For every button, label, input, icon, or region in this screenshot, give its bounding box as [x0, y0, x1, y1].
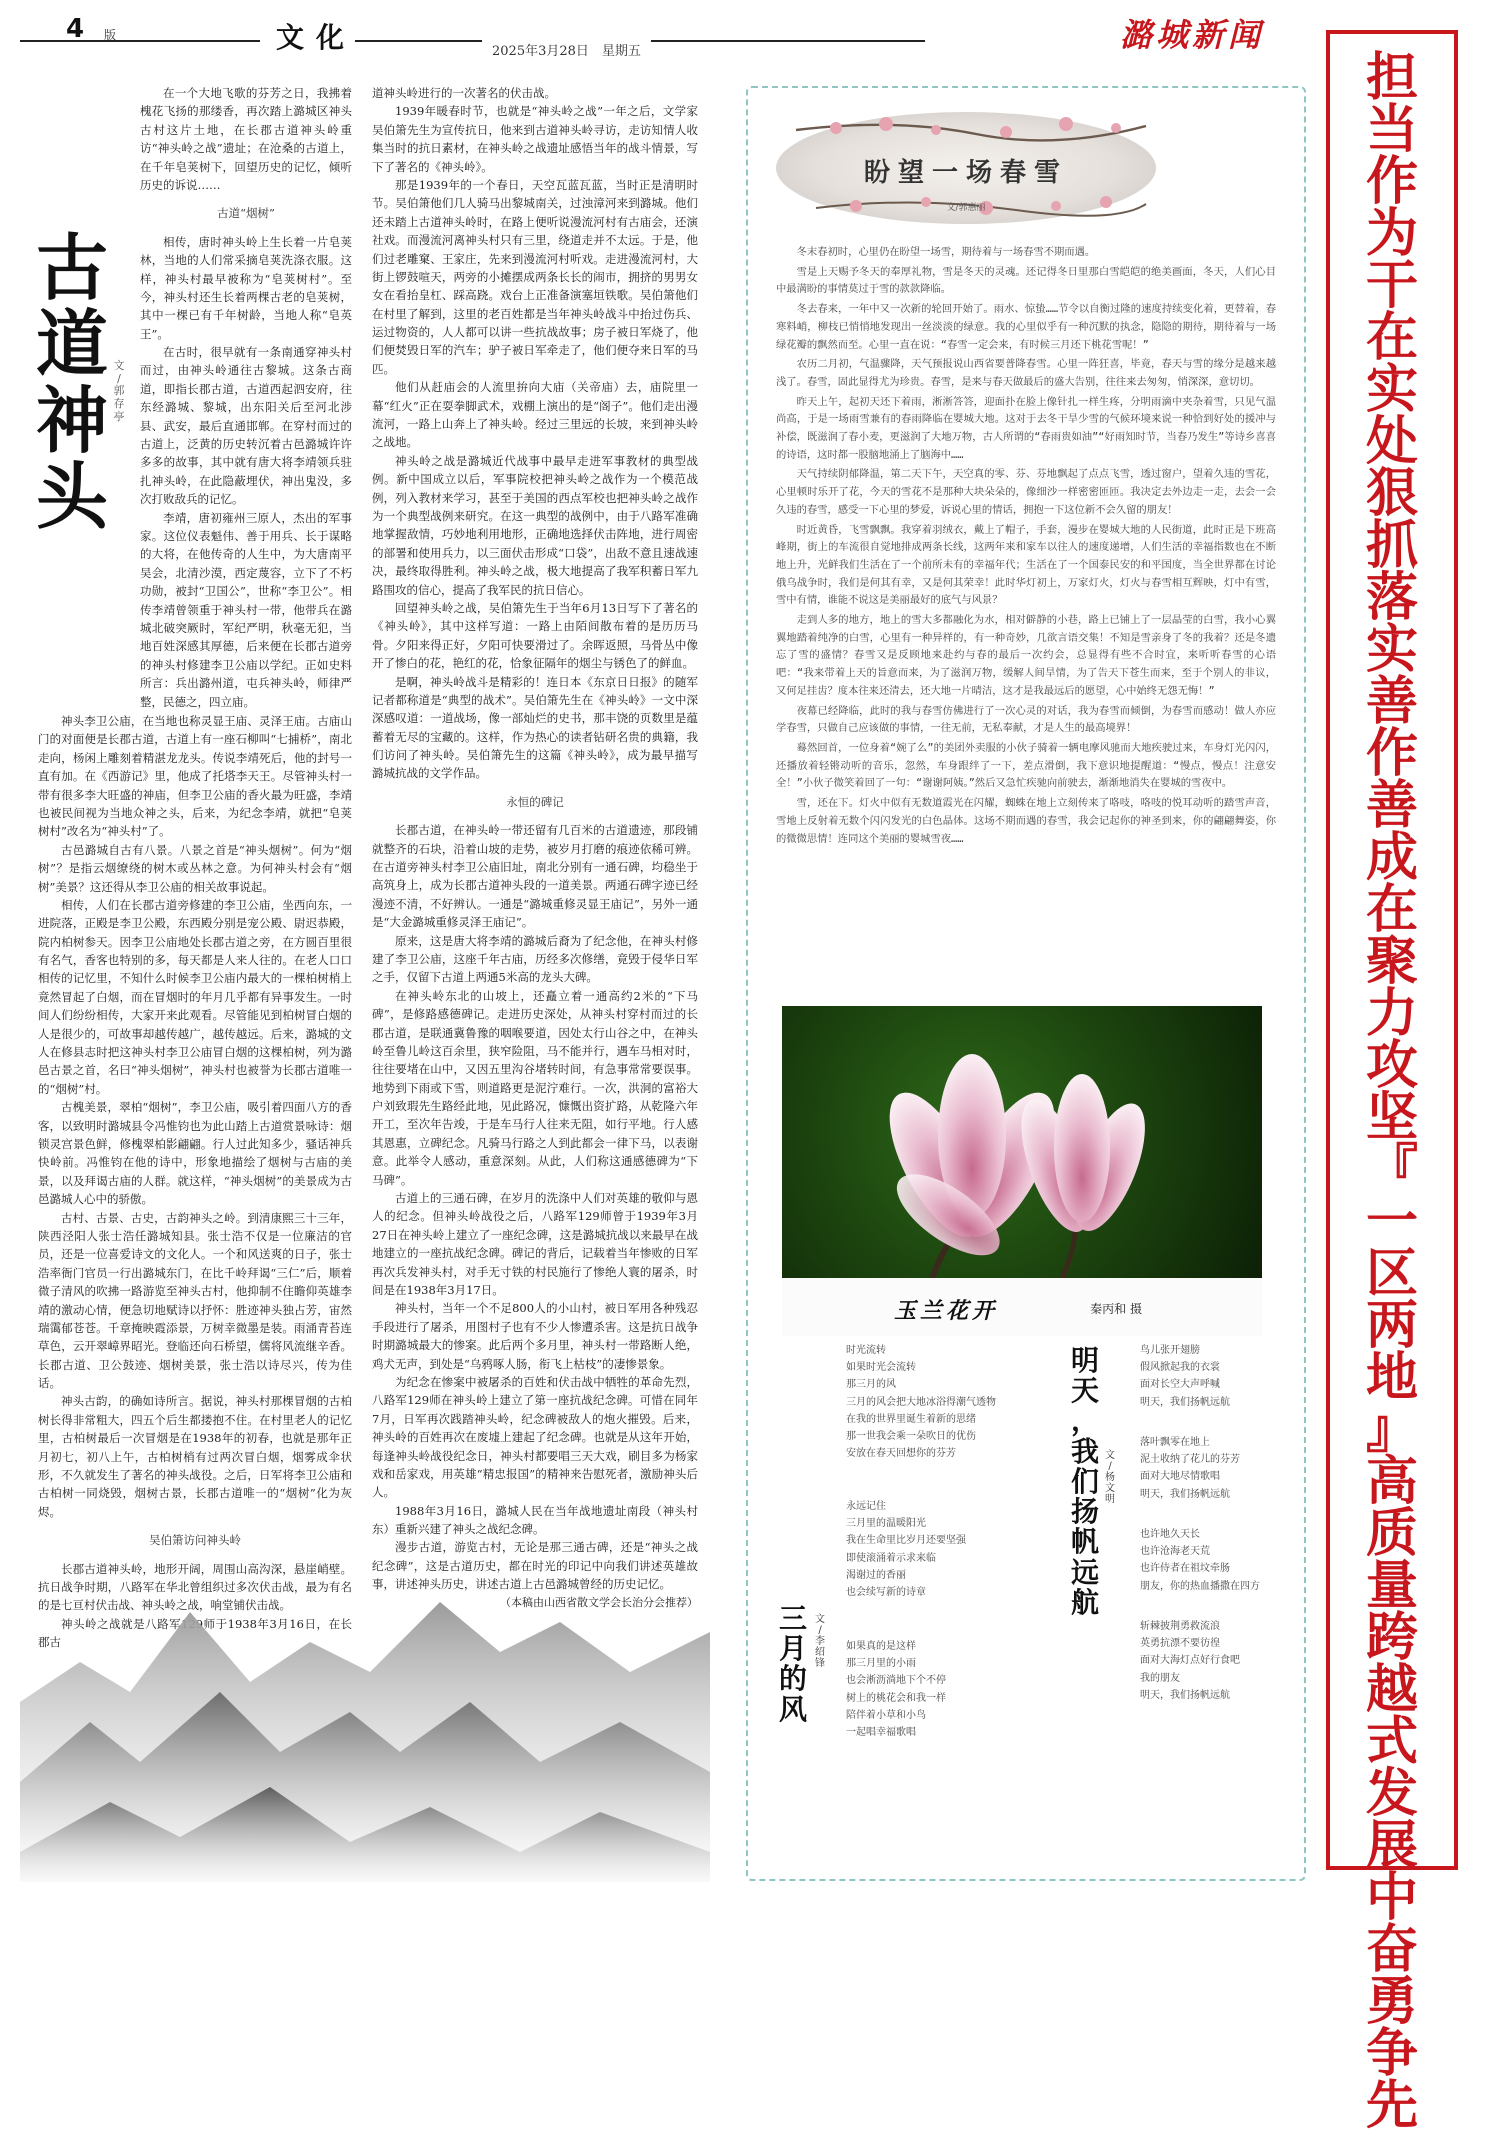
page-number: 4: [66, 14, 85, 44]
slogan-char: 在: [1365, 308, 1418, 368]
poem-2-title-char: 航: [1070, 1585, 1099, 1619]
poem-line: 也会淅沥淌地下个不停: [846, 1675, 946, 1687]
article-intro: 在一个大地飞歌的芬芳之日，我拂着槐花飞扬的那缕香，再次踏上潞城区神头古村这片土地，在长郡古道神头岭重访“神头岭之战”遗址；在沧桑的古道上，在千年皂荚树下，回望历史的记忆，倾听历史的诉说……: [140, 86, 352, 192]
slogan-char: 中: [1365, 1868, 1418, 1928]
slogan-char: 善: [1365, 776, 1418, 836]
article-subheading-2: 吴伯箫访问神头岭: [149, 1533, 241, 1548]
article-paragraph: 长郡古道神头岭，地形开阔，周围山高沟深，悬崖峭壁。抗日战争时期，八路军在华北曾组织过多次伏击战，最为有名的是七亘村伏击战、神头岭之战，响堂铺伏击战。: [38, 1561, 352, 1613]
essay-paragraph: 蓦然回首，一位身着“婉了么”的美团外卖服的小伙子骑着一辆电摩风驰而大地疾驶过来，车身灯光闪闪，还播放着轻锵动听的音乐，忽然，车身跟绊了一下，差点滑倒，我下意识地提醒道：“慢点，慢点！注意安全！”小伙子微笑着回了一句：“谢谢阿姨。”然后又急忙疾驰向前驶去，渐渐地消失在婴城的雪夜中。: [776, 741, 1276, 790]
essay-paragraph: 冬去春来，一年中又一次新的轮回开始了。雨水、惊蛰……节令以自衡过隆的速度持续变化着，更替着，春寒料峭，柳枝已悄悄地发现出一丝淡淡的绿意。我的心里似乎有一种沉默的执念，隐隐的期待，期待着与一场绿花瓣的飘然而至。心里一直在说：“春雪一定会来，有时候三月还下桃花雪呢！”: [776, 303, 1276, 351]
slogan-char: 质: [1365, 1504, 1418, 1564]
essay-paragraph: 夜幕已经降临，此时的我与春雪仿佛进行了一次心灵的对话，我为春雪而倾倒，为春雪而感动！做人亦应学春雪，只做自己应该做的事情，一往无前，无私奉献，才是人生的最高境界！: [776, 704, 1276, 735]
slogan-char: 『: [1365, 1140, 1418, 1200]
poem-line: 永远记住: [846, 1501, 886, 1512]
poem-line: 那三月里的小雨: [846, 1658, 916, 1670]
essay-paragraph: 天气持续阴郁降温，第二天下午，天空真的零、芬、芬地飘起了点点飞雪，透过窗户，望着久违的雪花，心里顿时乐开了花，今天的雪花不是那种大块朵朵的，像细沙一样密密匝匝。我决定去外边走一走，去会一会久违的春雪，感受一下心里的梦爱，诉说心里的情话，拥抱一下这位新不会久留的朋友！: [776, 468, 1276, 516]
article-column-1-lower: [38, 712, 352, 1652]
slogan-char: 狠: [1365, 464, 1418, 524]
article-paragraph: 神头岭之战就是八路军129师于1938年3月16日，在长郡古: [38, 1616, 352, 1650]
poem-line: 泥土收纳了花儿的芬芳: [1140, 1454, 1240, 1466]
poem-1-byline-char: 绍: [815, 1647, 825, 1658]
poem-2-byline-char: 明: [1105, 1494, 1115, 1505]
poem-line: 一起唱幸福歌唱: [846, 1726, 916, 1738]
article-paragraph: 在古时，很早就有一条南通穿神头村而过，由神头岭通往古黎城。这条古商道，即指长郡古道，古道西起泗安府，往东经潞城、黎城，出东阳关后至河北涉县、武安，最后直通邯郸。在穿村而过的古道上，泛黄的历史转沉着古邑潞城许许多多的故事，其中就有唐大将李靖领兵驻扎神头岭，在此隐蔽埋伏，神出鬼没，多次打败敌兵的记忆。: [140, 345, 352, 507]
article-title-char: 头: [36, 453, 109, 539]
article-paragraph: 他们从赶庙会的人流里拚向大庙（关帝庙）去，庙院里一幕“红火”正在耍拳脚武术，戏棚上演出的是“阁子”。他们走出漫流河，一路上山奔上了神头岭。经过三里远的长坡，来到神头岭之战地。: [372, 380, 698, 450]
essay-paragraph: 雪是上天赐予冬天的奉厚礼物，雪是冬天的灵魂。还记得冬日里那白雪皑皑的绝美画面，冬天，人们心目中最满盼的事情莫过于雪的款款降临。: [776, 265, 1276, 296]
poem-1-title: [776, 1604, 810, 1725]
poem-2-title-char: 远: [1070, 1555, 1099, 1589]
masthead-logo: 潞城新闻: [1120, 16, 1265, 54]
poem-2-byline-char: 文: [1105, 1483, 1115, 1494]
slogan-char: 地: [1365, 1348, 1418, 1408]
slogan-char: 奋: [1365, 1920, 1418, 1980]
article-paragraph: 1939年暖春时节，也就是“神头岭之战”一年之后，文学家吴伯箫先生为宣传抗日，他来到古道神头岭寻访，走访知情人收集当时的抗日素材，在神头岭之战遗址感悟当年的战斗情景，写下了著名的《神头岭》。: [372, 104, 698, 174]
article-paragraph: 在神头岭东北的山坡上，还矗立着一通高约2米的“下马碑”，是修路感德碑记。走进历史深处，从神头村穿村而过的长郡古道，是联通冀鲁豫的咽喉要道，因处太行山谷之中，在神头岭至鲁儿岭这百余里，狭窄险阻，马不能并行，遇车马相对时，往往要堵在山中，又因五里沟谷堵转时间，有急事常常要误事。地势到下雨或下雪，则道路更是泥泞难行。一次，洪洞的富裕大户刘致瑕先生路经此地，见此路况，慷慨出资扩路，从乾隆六年开工，至次年告竣，于是车马行人往来无阻，如行平地。行人感其恩惠，立碑纪念。凡骑马行路之人到此都会一律下马，以表谢意。此举令人感动，重意深刻。从此，人们称这通感德碑为“下马碑”。: [372, 988, 698, 1187]
poem-1-byline-char: /: [818, 1625, 822, 1636]
article-paragraph: 神头李卫公庙，在当地也称灵显王庙、灵泽王庙。古庙山门的对面便是长郡古道，古道上有一座石柳叫“七捕桥”，南北走向，杨闲上雕刻着精湛龙龙头。传说李靖死后，他的封号一直有加。在《西游记》里，他成了托塔李天王。尽管神头村一带有很多李大旺盛的神庙，但李卫公庙的香火最为旺盛，李靖也被民间视为当地众神之头，后来，为纪念李靖，就把“皂荚树村”改名为“神头村”了。: [38, 714, 352, 839]
poem-line: 三月里的温暖阳光: [846, 1518, 926, 1530]
essay-paragraph: 时近黄昏，飞雪飘飘。我穿着羽绒衣，戴上了帽子，手套，漫步在婴城大地的人民街道，此时正是下班高峰期，街上的车流很自觉地排成两条长线，这两年来和家车以往人的速度递增，人们生活的幸福指数也在不断地上升，光鲜我们生活在了一个前所未有的幸福年代；生活在了一个国泰民安的和平国度，当全世界都在讨论俄乌战争时，我们是何其有幸，又是何其荣幸！此时华灯初上，万家灯火，灯火与春雪相互辉映，灯中有雪，雪中有情，谁能不说这是美丽最好的底气与风景？: [776, 523, 1276, 607]
poem-line: 时光流转: [846, 1345, 886, 1356]
slogan-char: 干: [1365, 256, 1418, 316]
poem-2-title-char: 我: [1070, 1434, 1099, 1468]
article-paragraph: 原来，这是唐大将李靖的潞城后裔为了纪念他，在神头村修建了李卫公庙，这座千年古庙，历经多次修缮，竟毁于侵华日军之手，仅留下古道上两通5米高的龙头大碑。: [372, 933, 698, 985]
poem-line: 如果时光会流转: [846, 1362, 916, 1374]
article-byline-char: /: [117, 371, 121, 385]
poem-2-stanza: [1140, 1342, 1230, 1411]
slogan-char: 力: [1365, 984, 1418, 1044]
article-byline-char: 亭: [113, 409, 125, 423]
poem-line: 渴谢过的香丽: [846, 1569, 906, 1581]
poem-line: 假风掀起我的衣裳: [1140, 1362, 1220, 1374]
slogan-char: 先: [1365, 2076, 1418, 2136]
page-number-suffix: 版: [104, 28, 117, 42]
poem-2-stanza: [1140, 1526, 1260, 1595]
poem-1-title-char: 三: [778, 1602, 807, 1635]
poem-line: 面对大海灯点好行食吧: [1140, 1655, 1240, 1667]
header-rule-left: [20, 40, 260, 42]
article-paragraph: 神头村，当年一个不足800人的小山村，被日军用各种残忍手段进行了屠杀，用图村子也有不少人惨遭杀害。这是抗日战争时期潞城最大的惨案。此后两个多月里，神头村一带路断人绝，鸡犬无声，到处是“乌鸦啄人肠，衔飞上枯枝”的凄惨景象。: [372, 1301, 698, 1371]
article-paragraph: 神头古韵，的确如诗所言。据说，神头村那棵冒烟的古柏树长得非常粗大，四五个后生都搂抱不住。在村里老人的记忆里，古柏树最后一次冒烟是在1938年的初春，也就是那年正月初七，初八上午，古柏树梢有过两次冒白烟，烟雾成伞状形，不久就发生了著名的神头战役。之后，日军将李卫公庙和古柏树一同烧毁，烟树古景，长郡古道唯一的“烟树”化为灰烬。: [38, 1394, 352, 1519]
slogan-char: 成: [1365, 828, 1418, 888]
poem-line: 也许地久天长: [1140, 1529, 1200, 1540]
poem-line: 陪伴着小草和小鸟: [846, 1709, 926, 1721]
issue-date: 2025年3月28日 星期五: [482, 40, 651, 59]
mountains-illustration: [20, 1552, 710, 1882]
slogan-char: 处: [1365, 412, 1418, 472]
poem-1-stanza: [846, 1498, 966, 1601]
article-paragraph: 1988年3月16日，潞城人民在当年战地遗址南段（神头村东）重新兴建了神头之战纪念碑。: [372, 1503, 698, 1537]
poem-line: 朋友，你的热血播撒在四方: [1140, 1580, 1260, 1592]
section-name: 文化: [276, 21, 357, 54]
slogan-char: 攻: [1365, 1036, 1418, 1096]
slogan-char: 当: [1365, 100, 1418, 160]
poem-line: 那三月的风: [846, 1379, 896, 1391]
slogan-char: 式: [1365, 1712, 1418, 1772]
poem-1-stanza: [846, 1638, 946, 1741]
slogan-char: 作: [1365, 724, 1418, 784]
article-paragraph: 长郡古道，在神头岭一带还留有几百米的古道遗迹，那段铺就整齐的石块，沿着山坡的走势，被岁月打磨的痕迹依稀可辨。在古道旁神头村李卫公庙旧址，南北分别有一通石碑，均稳坐于高筑身上，成为长郡古道神头段的一道美景。两通石碑字迹已经漫迹不清，不好辨认。一通是“潞城重修灵显王庙记”，另外一通是“大金潞城重修灵泽王庙记”。: [372, 823, 698, 930]
slogan-char: 高: [1365, 1452, 1418, 1512]
article-paragraph: 古村、古景、古史，古韵神头之岭。到清康熙三十三年，陕西泾阳人张士浩任潞城知县。张士浩不仅是一位廉洁的官员，还是一位喜爱诗文的文化人。一个和风送爽的日子，张士浩率衙门官员一行出潞城东门，在比千岭拜谒“三仁”后，顺着微子清风的吹拂一路游览至神头古村，他抑制不住瞻仰英雄李靖的激动心情，便急切地赋诗以抒怀：胜迹神头独占芳，宙然瑞霭郁苍苍。千章掩映霞添景，万树幸微墨是装。雨涌青苔连草色，云开翠嶂界昭光。登临还向石桥望，儒将风流继辛香。长郡古道、卫公鼓迹、烟树美景，张士浩以诗尽兴，传为佳话。: [38, 1210, 352, 1391]
article-paragraph: 是啊，神头岭战斗是精彩的！连日本《东京日日报》的随军记者都称道是“典型的战术”。吴伯箫先生在《神头岭》一文中深深感叹道：一道战场，像一部灿烂的史书，那丰饶的页数里是蕴蓄着无尽的宝藏的。这样，作为热心的读者钻研名贵的典籍，我们访问了神头岭。吴伯箫先生的这篇《神头岭》，成为最早描写潞城抗战的文学作品。: [372, 674, 698, 781]
slogan-char: 发: [1365, 1764, 1418, 1824]
essay-body: [776, 244, 1276, 850]
essay-paragraph: 雪，还在下。灯火中似有无数道霞光在闪耀，蜘蛛在地上立刻传来了咯吱，咯吱的悦耳动听的踏雪声音，雪地上反射着无数个闪闪发光的白色晶体。这场不期而遇的春雪，我会记起你的神圣到来，你的翩翩舞姿，你的微微思情！连同这个美丽的婴城雪夜……: [776, 797, 1276, 845]
poem-2-title-char: 明: [1070, 1344, 1099, 1377]
poem-line: 明天，我们扬帆远航: [1140, 1488, 1230, 1500]
poem-1-byline-char: 锋: [815, 1658, 825, 1669]
slogan-char: 作: [1365, 152, 1418, 212]
poem-line: 落叶飘零在地上: [1140, 1437, 1210, 1448]
slogan-char: 为: [1365, 204, 1418, 264]
slogan-char: 善: [1365, 672, 1418, 732]
essay-paragraph: 走到人多的地方，地上的雪大多都融化为水，相对僻静的小巷，路上已铺上了一层晶莹的白雪，我小心翼翼地踏着纯净的白雪，心里有一种异样的，有一种奇妙，几欲言语交集！不知是雪亲身了冬的我着？还是冬遗忘了雪的盛情？春雪又是反顾地来赴约与春的最后一次约会，总显得有些不合时宜，来听听春雪的心语吧：“我来带着上天的旨意而来，为了滋润万物，缓解人间旱情，为了告天下苍生而来，至于个别人的非议，又何足挂齿？度本往来还清去，还大地一片晴洁，这才是我最远后的愿望，心中始终无怨无悔！”: [776, 614, 1276, 697]
poem-line: 安放在春天回想你的芬芳: [846, 1448, 956, 1460]
slogan-char: 坚: [1365, 1088, 1418, 1148]
poem-line: 英勇抗漂不要彷徨: [1140, 1638, 1220, 1650]
essay-title: 盼望一场春雪: [863, 158, 1068, 188]
poem-line: 斩棘披荆勇救流浪: [1140, 1621, 1220, 1632]
poem-2-byline-char: /: [1108, 1461, 1112, 1472]
photo-title: 玉兰花开: [894, 1298, 999, 1324]
poem-line: 在我的世界里诞生着新的思绪: [846, 1413, 976, 1425]
slogan-char: 担: [1365, 48, 1418, 108]
article-paragraph: 那是1939年的一个春日，天空瓦蓝瓦蓝，当时正是清明时节。吴伯箫他们几人骑马出黎城南关，过浊漳河来到潞城。他们还未踏上古道神头岭时，在路上便听说漫流河村有古庙会，还演社戏。而漫流河离神头村只有三里，绕道走并不太远。于是，他们过老雕窠、王家庄，先来到漫流河村听戏。走进漫流河村，大街上锣鼓喧天，两旁的小摊摆成两条长长的闹市，拥挤的男男女女在看抬皇杠、踩高跷。戏台上正准备演塞垣铁歌。吴伯箫他们在村里了解到，这里的老百姓都是当年神头岭战斗中抬过伤兵、运过物资的，人人都可以讲一些抗战故事；房子被日军烧了，他们便焚毁日军的汽车；驴子被日军牵走了，他们便夺来日军的马匹。: [372, 177, 698, 376]
article-byline-char: 存: [113, 396, 125, 410]
article-paragraph: 古槐美景，翠柏“烟树”，李卫公庙，吸引着四面八方的香客，以致明时潞城县令冯惟钧也为此山踏上古道赏景咏诗：烟锁灵宫景色鲜，修槐翠柏影翩翩。行人过此知多少，骚话神兵快岭前。冯惟钧在他的诗中，形象地描绘了烟树与古庙的美景，以及拜谒古庙的人群。就这样，“神头烟树”的美景成为古邑潞城人心中的骄傲。: [38, 1100, 352, 1207]
poem-2-byline-char: 文: [1105, 1450, 1115, 1461]
poem-line: 也会续写新的诗章: [846, 1586, 926, 1598]
essay-paragraph: 农历二月初，气温骤降，天气预报说山西省要普降春雪。心里一阵狂喜，毕竟，春天与雪的缘分是越来越浅了。春雪，固此显得尤为珍贵。春雪，是来与春天做最后的盛大告别，往往来去匆匆，悄深深，意切切。: [776, 358, 1276, 388]
magnolia-flowers-image: [782, 1006, 1262, 1278]
poem-1-title-char: 的: [778, 1662, 807, 1696]
slogan-char: 两: [1365, 1296, 1418, 1356]
article-subheading-3: 永恒的碑记: [506, 794, 564, 809]
article-paragraph: 为纪念在惨案中被屠杀的百姓和伏击战中牺牲的革命先烈，八路军129师在神头岭上建立了第一座抗战纪念碑。可惜在同年7月，日军再次践踏神头岭，纪念碑被敌人的炮火摧毁。后来，神头岭的百姓再次在废墟上建起了纪念碑。也就是从这年开始，每逢神头岭战役纪念日，神头村都要唱三天大戏，刷目多为杨家戏和岳家戏，用英雄“精忠报国”的精神来告慰死者，激励神头后人。: [372, 1374, 698, 1500]
article-paragraph: 李靖，唐初雍州三原人，杰出的军事家。这位仪表魁伟、善于用兵、长于谋略的大将，在他传奇的人生中，为大唐南平吴会，北清沙漠，西定蔑容，立下了不朽功勋，被封“卫国公”，世称“李卫公”。相传李靖曾领重于神头村一带，他带兵在潞城北破突厥时，军纪严明，秋毫无犯，当地百姓深感其厚德，后来便在长郡古道旁的神头村修建李卫公庙以学纪。正如史料所言：兵出潞州道，屯兵神头岭，师律严整，民德之，四立庙。: [140, 510, 352, 709]
poem-line: 也许沧海老天荒: [1140, 1546, 1210, 1558]
essay-paragraph: 冬末春初时，心里仍在盼望一场雪，期待着与一场春雪不期而遇。: [796, 246, 1096, 258]
poem-1-stanza: [846, 1342, 996, 1462]
article-subheading-1: 古道“烟树”: [217, 206, 275, 221]
poem-line: 我在生命里比岁月还要坚强: [846, 1535, 966, 1547]
slogan-char: 在: [1365, 880, 1418, 940]
poem-line: 面对长空大声呼喊: [1140, 1379, 1220, 1391]
poem-2-title-char: 们: [1070, 1464, 1099, 1498]
article-paragraph: 古邑潞城自古有八景。八景之首是“神头烟树”。何为“烟树”？是指云烟缭绕的树木或丛林之意。为何神头村会有“烟树”美景？这还得从李卫公庙的相关故事说起。: [38, 842, 352, 894]
article-title-char: 神: [36, 377, 109, 463]
article-byline-char: 文: [113, 359, 125, 372]
essay-title-banner: [776, 112, 1156, 224]
poem-1-title-char: 月: [778, 1632, 807, 1666]
article-title-char: 古: [36, 225, 109, 310]
poem-line: 三月的风会把大地冰浴得潮气透物: [846, 1396, 996, 1408]
slogan-char: 勇: [1365, 1972, 1418, 2032]
article-paragraph: 古道上的三通石碑，在岁月的洗涤中人们对英雄的敬仰与恩人的纪念。但神头岭战役之后，八路军129师曾于1939年3月27日在神头岭上建立了一座纪念碑，这是潞城抗战以来最早在战地建立的一座抗战纪念碑。碑记的背后，记载着当年惨败的日军再次兵发神头村，对手无寸铁的村民施行了惨绝人寰的屠杀，时间是在1938年3月17日。: [372, 1191, 698, 1297]
poem-line: 那一世我会乘一朵吹日的优伤: [846, 1430, 976, 1442]
essay-byline: 文/郭惠丽: [946, 203, 986, 213]
slogan-char: 跨: [1365, 1608, 1418, 1668]
poem-1-byline-char: 文: [815, 1614, 825, 1625]
slogan-char: 区: [1365, 1244, 1418, 1304]
poem-2-byline: [1104, 1450, 1116, 1505]
article-source-note: （本稿由山西省散文学会长治分会推荐）: [500, 1595, 698, 1609]
article-column-1: [140, 84, 352, 711]
magnolia-photo: [782, 1006, 1262, 1278]
poem-line: 面对大地尽情歌唱: [1140, 1471, 1220, 1483]
poem-2-title-char: ，: [1070, 1404, 1099, 1438]
slogan-char: 争: [1365, 2024, 1418, 2084]
article-byline: [112, 360, 126, 423]
poem-line: 明天，我们扬帆远航: [1140, 1396, 1230, 1408]
photo-credit: 秦丙和 摄: [1090, 1302, 1142, 1316]
poem-2-title-char: 扬: [1070, 1495, 1099, 1529]
poem-line: 树上的桃花会和我一样: [846, 1692, 946, 1704]
poem-line: 如果真的是这样: [846, 1641, 916, 1652]
slogan-char: 聚: [1365, 932, 1418, 992]
poem-1-byline-char: 李: [815, 1636, 825, 1647]
article-paragraph: 相传，唐时神头岭上生长着一片皂荚林，当地的人们常采摘皂荚洗涤衣服。这样，神头村最早被称为“皂荚树村”。至今，神头村还生长着两棵古老的皂荚树，其中一棵已有千年树龄，当地人称“皂英王”。: [140, 234, 352, 341]
poem-2-stanza: [1140, 1618, 1240, 1704]
article-byline-char: 郭: [113, 384, 125, 398]
slogan-char: 量: [1365, 1556, 1418, 1616]
poem-line: 明天，我们扬帆远航: [1140, 1689, 1230, 1701]
slogan-char: 展: [1365, 1816, 1418, 1876]
poem-1-byline: [814, 1614, 826, 1669]
poem-line: 即使滚涌着示求来临: [846, 1552, 936, 1564]
slogan-char: 一: [1365, 1192, 1418, 1252]
poem-2-title: [1068, 1346, 1102, 1618]
slogan-char: 实: [1365, 360, 1418, 420]
article-paragraph: 回望神头岭之战，吴伯箫先生于当年6月13日写下了著名的《神头岭》，其中这样写道：一路上由陌间散布着的是历历马骨。夕阳来得正好，夕阳可快要滑过了。余晖返照，马骨丛中像开了惨白的花，艳红的花，恰象征隔年的烟尘与锈色了的鲜血。: [372, 600, 698, 671]
article-paragraph: 相传，人们在长郡古道旁修建的李卫公庙，坐西向东，一进院落，正殿是李卫公殿，东西殿分别是宠公殿、尉迟恭殿，院内柏树参天。因李卫公庙地处长郡古道之旁，在方圆百里很有名气，香客也特别的多，每天都是人来人往的。在老人口口相传的记忆里，不知什么时候李卫公庙内最大的一棵柏树梢上竟然冒起了白烟，而在冒烟时的年月几乎都有异事发生。一时间人们纷纷相传，大家开来此观看。尽管能见到柏树冒白烟的人是很少的，可故事却越传越广，越传越远。后来，潞城的文人在修县志时把这神头村李卫公庙冒白烟的这棵柏树，列为潞邑古景之首，名曰“神头烟树”，神头村也被誉为长郡古道唯一的“烟树”村。: [38, 897, 352, 1096]
poem-line: 也许侍者在祖坟牵肠: [1140, 1563, 1230, 1575]
photo-caption: [782, 1278, 1262, 1336]
article-column-2: [372, 84, 698, 1611]
article-paragraph: 漫步古道，游览古村，无论是那三通古碑，还是“神头之战纪念碑”，这是古道历史，都在时光的印记中向我们讲述英雄故事，讲述神头历史，讲述古道上古邑潞城曾经的历史记忆。: [372, 1540, 698, 1592]
article-paragraph: 道神头岭进行的一次著名的伏击战。: [372, 86, 556, 100]
poem-2-stanza: [1140, 1434, 1240, 1503]
poem-line: 鸟儿张开翅膀: [1140, 1345, 1200, 1356]
poem-2-title-char: 天: [1070, 1374, 1099, 1408]
article-title-char: 道: [36, 301, 109, 387]
slogan-banner: [1326, 30, 1458, 2136]
slogan-char: 抓: [1365, 516, 1418, 576]
poem-2-byline-char: 杨: [1105, 1472, 1115, 1483]
article-title: [36, 225, 109, 539]
slogan-char: 』: [1365, 1400, 1418, 1460]
poem-line: 我的朋友: [1140, 1672, 1180, 1684]
page-header: [0, 0, 1310, 59]
slogan-char: 实: [1365, 620, 1418, 680]
essay-paragraph: 昨天上午，起初天还下着雨，淅淅答答，迎面扑在脸上像针扎一样生疼，分明雨滴中夹杂着雪，只见气温尚高，于是一场雨雪兼有的春雨降临在婴城大地。这对于去冬干旱少雪的气候环境来说一种恰到好处的援冲与补偿，既滋润了春小麦，更滋润了大地万物，古人所谓的“春雨贵如油”“好雨知时节，当春乃发生”等诗乡喜喜的诗语，这时都一股脑地涌上了脑海中……: [776, 395, 1276, 461]
slogan-char: 越: [1365, 1660, 1418, 1720]
poem-2-title-char: 帆: [1070, 1525, 1099, 1559]
article-paragraph: 神头岭之战是潞城近代战事中最早走进军事教材的典型战例。新中国成立以后，军事院校把神头岭之战作为一个模范战例，列入教材来学习，甚至于美国的西点军校也把神头岭之战作为一个典型战例来研究。在这一典型的战例中，由于八路军准确地掌握敌情，巧妙地利用地形，正确地选择伏击阵地，进行周密的部署和使用兵力，以三面伏击形成“口袋”，出敌不意且速战速决，最终取得胜利。神头岭之战，极大地提高了我军积蓄日军九路围攻的信心，提高了我军民的抗日信心。: [372, 453, 698, 597]
poem-1-title-char: 风: [778, 1692, 807, 1726]
slogan-char: 落: [1365, 568, 1418, 628]
